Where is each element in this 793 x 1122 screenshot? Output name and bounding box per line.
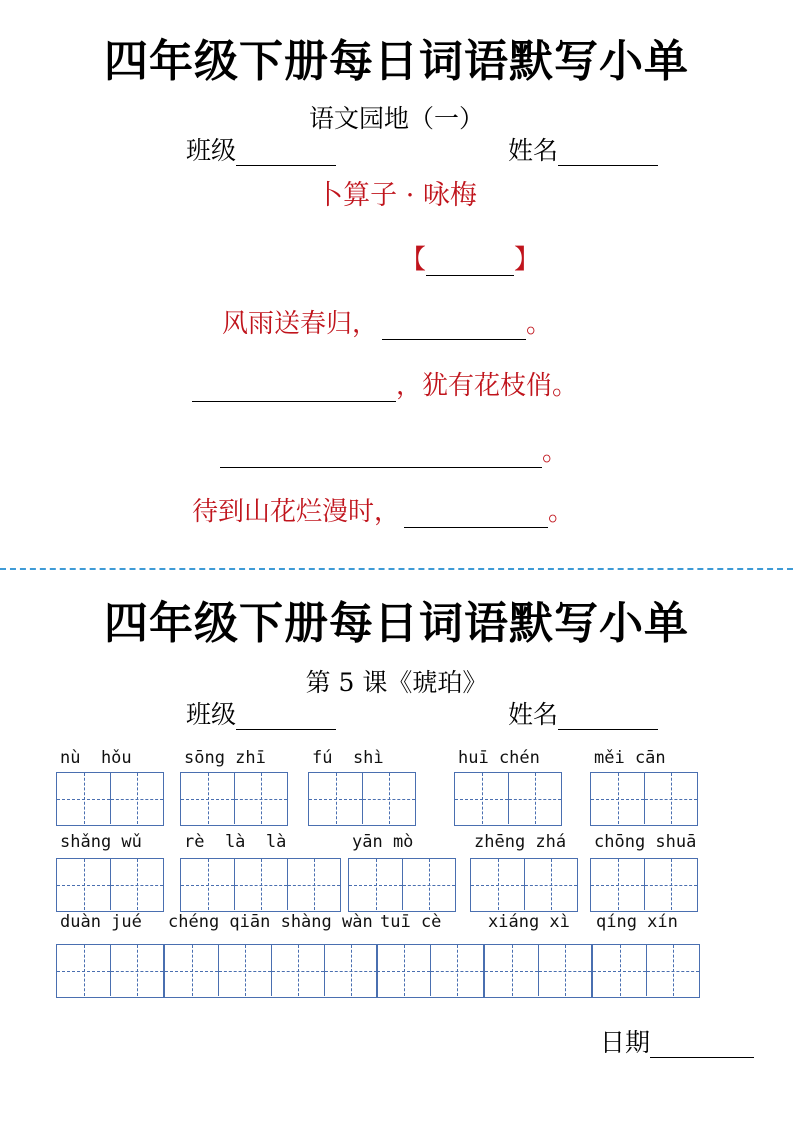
class-label: 班级 (186, 700, 237, 729)
tianzige-cell[interactable] (430, 945, 483, 996)
tianzige-cell[interactable] (646, 945, 699, 996)
poem-blank-1[interactable] (382, 313, 526, 340)
worksheet-title-2: 四年级下册每日词语默写小单 (104, 598, 689, 649)
pinyin-label: měi cān (594, 748, 666, 768)
writing-grid (590, 858, 698, 912)
class-blank[interactable] (236, 141, 336, 166)
class-field-1 (186, 136, 336, 166)
pinyin-label: huī chén (458, 748, 540, 768)
tianzige-cell[interactable] (181, 859, 234, 910)
cut-line-divider (0, 568, 793, 570)
poem-line-3: 。 (220, 436, 568, 468)
poem-line-1: 风雨送春归， 。 (222, 309, 553, 339)
tianzige-cell[interactable] (57, 773, 110, 824)
pinyin-label: chéng qiān shàng wàn (168, 912, 373, 932)
name-field-2 (508, 700, 658, 730)
writing-grid (470, 858, 578, 912)
pinyin-label: xiáng xì (488, 912, 570, 932)
tianzige-cell[interactable] (644, 773, 697, 824)
poem-blank-3[interactable] (220, 441, 542, 468)
name-blank[interactable] (558, 141, 658, 166)
poem-blank-2[interactable] (192, 375, 396, 402)
poem-line-2: ，犹有花枝俏。 (192, 370, 578, 402)
author-blank[interactable] (426, 249, 514, 276)
pinyin-label: qíng xín (596, 912, 678, 932)
author-bracket: 【 】 (400, 245, 541, 275)
pinyin-label: fú shì (312, 748, 384, 768)
tianzige-cell[interactable] (591, 859, 644, 910)
date-label: 日期 (600, 1028, 651, 1057)
class-label: 班级 (186, 136, 237, 165)
tianzige-cell[interactable] (57, 859, 110, 910)
tianzige-cell[interactable] (165, 945, 218, 996)
tianzige-cell[interactable] (110, 773, 163, 824)
poem-line-4: 待到山花烂漫时， 。 (192, 497, 575, 527)
tianzige-cell[interactable] (110, 859, 163, 910)
tianzige-cell[interactable] (644, 859, 697, 910)
tianzige-cell[interactable] (485, 945, 538, 996)
writing-grid (376, 944, 484, 998)
date-field (600, 1028, 754, 1058)
poem-title: 卜算子 · 咏梅 (316, 180, 477, 211)
writing-grid (484, 944, 592, 998)
lesson-subtitle: 第 5 课《琥珀》 (305, 668, 488, 697)
name-label: 姓名 (508, 136, 559, 165)
tianzige-cell[interactable] (309, 773, 362, 824)
writing-grid (56, 858, 164, 912)
writing-grid (180, 772, 288, 826)
pinyin-label: duàn jué (60, 912, 142, 932)
tianzige-cell[interactable] (591, 773, 644, 824)
unit-subtitle: 语文园地（一） (308, 104, 484, 133)
tianzige-cell[interactable] (218, 945, 271, 996)
tianzige-cell[interactable] (362, 773, 415, 824)
tianzige-cell[interactable] (57, 945, 110, 996)
tianzige-cell[interactable] (508, 773, 561, 824)
writing-grid (56, 772, 164, 826)
worksheet-title-1: 四年级下册每日词语默写小单 (104, 36, 689, 87)
tianzige-cell[interactable] (471, 859, 524, 910)
writing-grid (590, 772, 698, 826)
writing-grid (180, 858, 341, 912)
tianzige-cell[interactable] (271, 945, 324, 996)
tianzige-cell[interactable] (181, 773, 234, 824)
name-blank[interactable] (558, 705, 658, 730)
pinyin-label: tuī cè (380, 912, 442, 932)
pinyin-label: shǎng wǔ (60, 832, 142, 852)
name-label: 姓名 (508, 700, 559, 729)
writing-grid (592, 944, 700, 998)
writing-grid (348, 858, 456, 912)
writing-grid (56, 944, 164, 998)
writing-grid (454, 772, 562, 826)
pinyin-label: nù hǒu (60, 748, 132, 768)
tianzige-cell[interactable] (455, 773, 508, 824)
tianzige-cell[interactable] (287, 859, 340, 910)
tianzige-cell[interactable] (377, 945, 430, 996)
tianzige-cell[interactable] (349, 859, 402, 910)
tianzige-cell[interactable] (402, 859, 455, 910)
tianzige-cell[interactable] (593, 945, 646, 996)
tianzige-cell[interactable] (324, 945, 377, 996)
class-field-2 (186, 700, 336, 730)
pinyin-label: sōng zhī (184, 748, 266, 768)
tianzige-cell[interactable] (234, 859, 287, 910)
date-blank[interactable] (650, 1033, 754, 1058)
pinyin-label: rè là là (184, 832, 287, 852)
pinyin-label: yān mò (352, 832, 414, 852)
class-blank[interactable] (236, 705, 336, 730)
tianzige-cell[interactable] (538, 945, 591, 996)
writing-grid (308, 772, 416, 826)
name-field-1 (508, 136, 658, 166)
pinyin-label: chōng shuā (594, 832, 697, 852)
tianzige-cell[interactable] (110, 945, 163, 996)
pinyin-label: zhēng zhá (474, 832, 567, 852)
writing-grid (164, 944, 378, 998)
poem-blank-4[interactable] (404, 501, 548, 528)
tianzige-cell[interactable] (524, 859, 577, 910)
tianzige-cell[interactable] (234, 773, 287, 824)
